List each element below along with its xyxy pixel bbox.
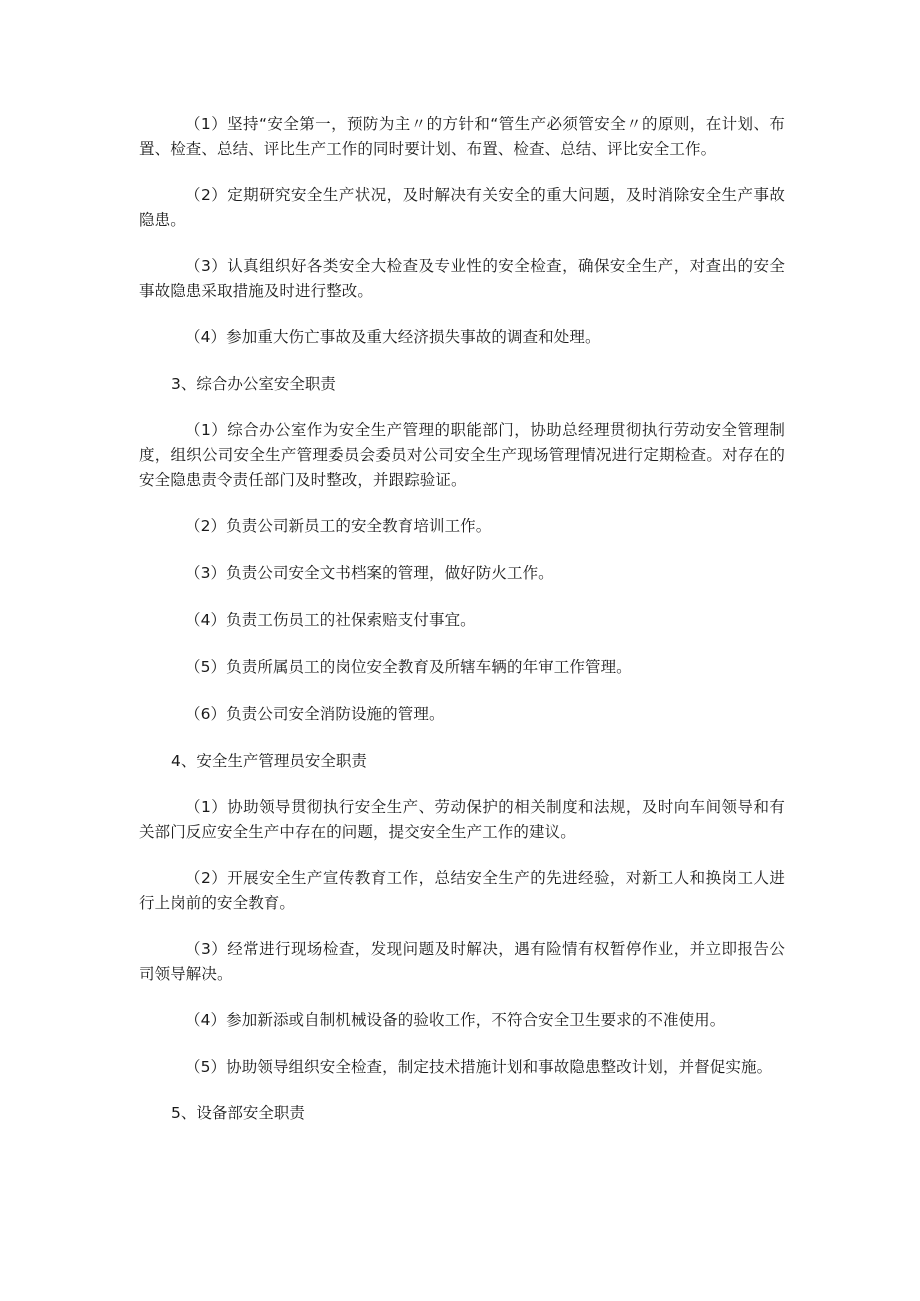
- paragraph-13: （3）经常进行现场检查，发现问题及时解决，遇有险情有权暂停作业，并立即报告公司领导解决。: [139, 940, 785, 983]
- section-heading-3: 3、综合办公室安全职责: [171, 375, 336, 393]
- paragraph-1: （1）坚持“安全第一，预防为主〃的方针和“管生产必须管安全〃的原则，在计划、布置、检查、总结、评比生产工作的同时要计划、布置、检查、总结、评比安全工作。: [139, 115, 785, 158]
- paragraph-5: （1）综合办公室作为安全生产管理的职能部门，协助总经理贯彻执行劳动安全管理制度，组织公司安全生产管理委员会委员对公司安全生产现场管理情况进行定期检查。对存在的安全隐患责令责任部门及时整改，并跟踪验证。: [139, 421, 785, 489]
- paragraph-10: （6）负责公司安全消防设施的管理。: [185, 705, 445, 723]
- paragraph-12: （2）开展安全生产宣传教育工作，总结安全生产的先进经验，对新工人和换岗工人进行上岗前的安全教育。: [139, 869, 785, 912]
- paragraph-7: （3）负责公司安全文书档案的管理，做好防火工作。: [185, 564, 554, 582]
- paragraph-11: （1）协助领导贯彻执行安全生产、劳动保护的相关制度和法规，及时向车间领导和有关部门反应安全生产中存在的问题，提交安全生产工作的建议。: [139, 798, 785, 841]
- paragraph-2: （2）定期研究安全生产状况，及时解决有关安全的重大问题，及时消除安全生产事故隐患。: [139, 186, 785, 229]
- section-heading-4: 4、安全生产管理员安全职责: [171, 752, 367, 770]
- paragraph-3: （3）认真组织好各类安全大检查及专业性的安全检查，确保安全生产，对查出的安全事故隐患采取措施及时进行整改。: [139, 257, 785, 300]
- paragraph-8: （4）负责工伤员工的社保索赔支付事宜。: [185, 611, 476, 629]
- paragraph-4: （4）参加重大伤亡事故及重大经济损失事故的调查和处理。: [185, 328, 601, 346]
- document-page: [139, 112, 785, 1147]
- paragraph-15: （5）协助领导组织安全检查，制定技术措施计划和事故隐患整改计划，并督促实施。: [185, 1058, 773, 1076]
- paragraph-6: （2）负责公司新员工的安全教育培训工作。: [185, 517, 492, 535]
- paragraph-9: （5）负责所属员工的岗位安全教育及所辖车辆的年审工作管理。: [185, 658, 632, 676]
- section-heading-5: 5、设备部安全职责: [171, 1104, 305, 1122]
- paragraph-14: （4）参加新添或自制机械设备的验收工作，不符合安全卫生要求的不准使用。: [185, 1011, 726, 1029]
